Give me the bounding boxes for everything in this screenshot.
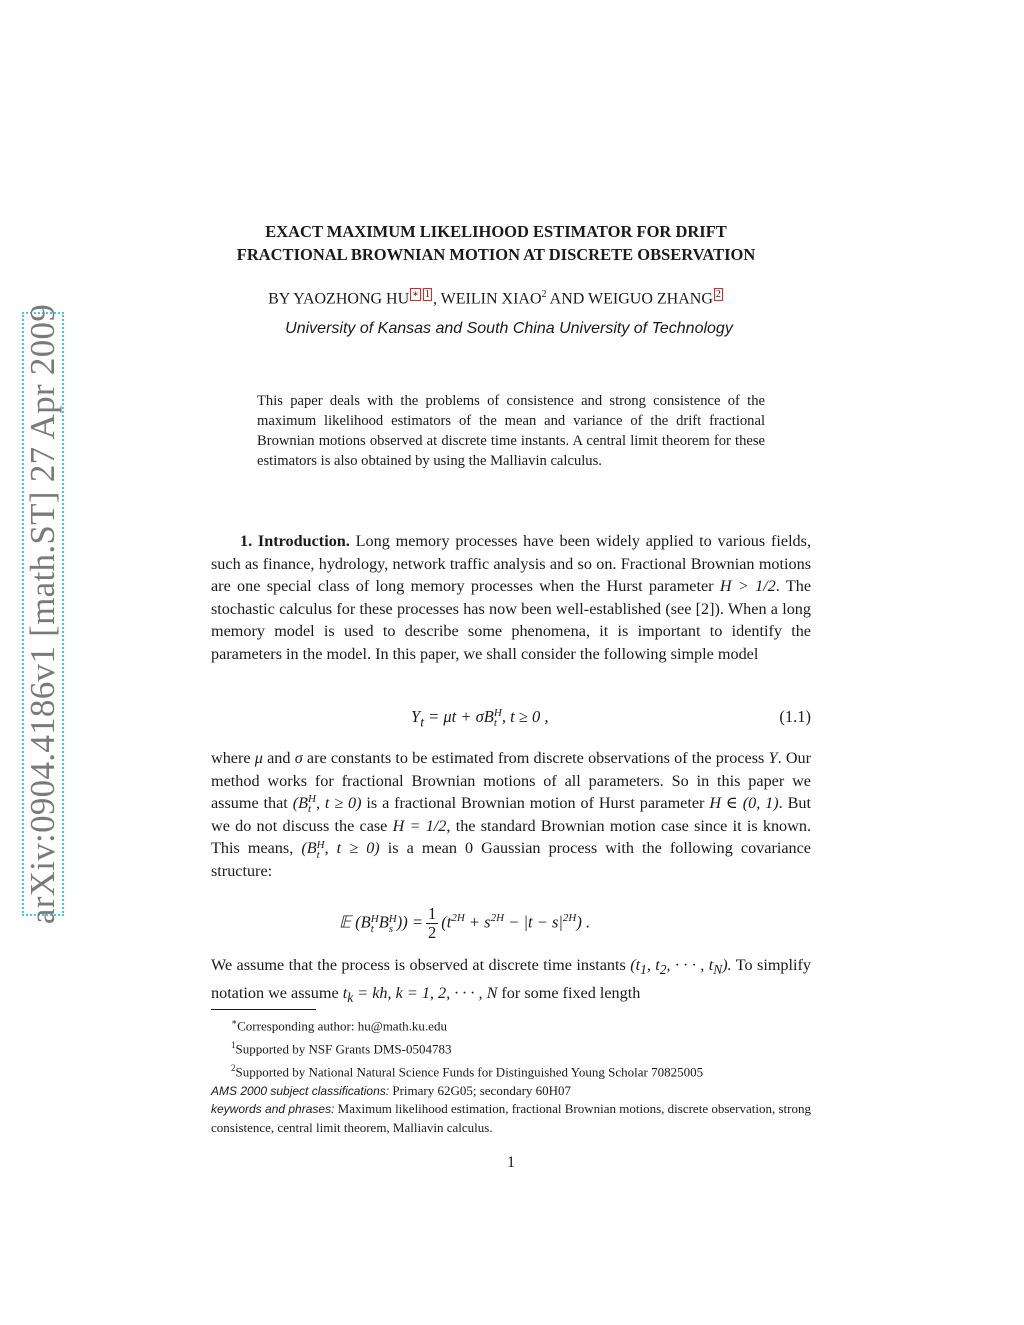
eq2-r1-sup: 2H bbox=[451, 911, 465, 924]
eq2-r2: + s bbox=[464, 912, 491, 932]
p2-c: are constants to be estimated from discrete observations of the process bbox=[302, 749, 769, 767]
abstract: This paper deals with the problems of consistence and strong consistence of the maximum likelihood estimators of the mean and variance of the drift fractional Brownian motions observed at discrete time instants. A central limit theorem for these estimators is also obtained by using the Malliavin calculus. bbox=[257, 393, 765, 469]
p2-a: where bbox=[211, 749, 255, 767]
eq2-r2-sup: 2H bbox=[490, 911, 505, 924]
p2-b: and bbox=[262, 749, 295, 767]
eq2-sup1: H bbox=[370, 912, 379, 925]
authors-tail: AND WEIGUO ZHANG bbox=[546, 290, 713, 308]
p2-bh1 bbox=[292, 793, 362, 816]
footnotes bbox=[211, 1013, 811, 1138]
fn-star-text: Corresponding author: hu@math.ku.edu bbox=[237, 1018, 447, 1034]
eq2-mid: B bbox=[378, 912, 389, 932]
fn-two-mark: 2 bbox=[231, 1062, 236, 1073]
p2-bh1-base: (B bbox=[292, 794, 308, 813]
equation-1-1 bbox=[211, 707, 811, 733]
p2-f: . But we do not discuss the case bbox=[211, 794, 811, 835]
p3-a: We assume that the process is observed at discrete time instants bbox=[211, 956, 631, 974]
paragraph-2-text bbox=[211, 747, 811, 883]
p2-bh1-tail: , t ≥ 0) bbox=[315, 794, 362, 813]
p2-bh2-sup: H bbox=[316, 838, 325, 851]
equation-1-1-body bbox=[411, 707, 548, 730]
equation-number: (1.1) bbox=[779, 707, 811, 726]
eq2-close: )) = bbox=[396, 912, 423, 932]
p2-hhalf: H = 1/2 bbox=[392, 816, 447, 835]
p2-hin: H ∈ (0, 1) bbox=[709, 794, 779, 813]
p3-times-end: ). bbox=[722, 956, 732, 974]
footnote-link-star[interactable]: ∗ bbox=[412, 289, 419, 300]
title-line-2: FRACTIONAL BROWNIAN MOTION AT DISCRETE OBSERVATION bbox=[236, 245, 756, 264]
p3-times-s1: 1 bbox=[640, 962, 647, 978]
eq2-r4: ) . bbox=[576, 912, 591, 932]
fn-star-mark: ∗ bbox=[231, 1017, 238, 1027]
eq2-fraction bbox=[426, 905, 438, 942]
eq2-sub1: t bbox=[370, 922, 374, 935]
eq2-sub2: s bbox=[388, 922, 394, 935]
eq2-frac-den: 2 bbox=[428, 923, 437, 942]
keywords-lead: keywords and phrases: bbox=[211, 1102, 335, 1117]
p2-mu: μ bbox=[254, 749, 263, 767]
fn-one-mark: 1 bbox=[231, 1039, 236, 1050]
p3-times-open: (t bbox=[630, 956, 641, 974]
body-paragraph-3 bbox=[211, 954, 811, 1010]
body-paragraph-2 bbox=[211, 747, 811, 883]
p3-c: for some fixed length bbox=[497, 983, 641, 1002]
intro-paragraph bbox=[211, 530, 811, 666]
p3-tk bbox=[342, 983, 498, 1006]
p2-sigma: σ bbox=[294, 749, 303, 767]
fn-two-text: Supported by National Natural Science Funds for Distinguished Young Scholar 70825005 bbox=[235, 1064, 704, 1080]
p2-bh2-base: (B bbox=[301, 839, 317, 858]
ams-text: Primary 62G05; secondary 60H07 bbox=[389, 1082, 572, 1098]
p3-b: To simplify notation we assume bbox=[211, 956, 811, 1002]
footnote-star bbox=[211, 1013, 811, 1036]
introduction-section bbox=[211, 530, 811, 666]
eq1-lhs: Y bbox=[411, 707, 421, 726]
p2-bh2-sub: t bbox=[316, 848, 320, 861]
page-number: 1 bbox=[507, 1154, 515, 1171]
ams-classification bbox=[211, 1082, 811, 1101]
eq1-rhs: = μt + σB bbox=[424, 707, 494, 726]
eq1-lhs-sub: t bbox=[420, 714, 425, 730]
p3-tk-base: t bbox=[342, 983, 348, 1002]
keywords bbox=[211, 1100, 811, 1137]
eq1-rhs-sup: H bbox=[493, 707, 502, 720]
p3-times-s2: 2 bbox=[659, 962, 667, 978]
p3-tk-tail: = kh, k = 1, 2, · · · , N bbox=[353, 983, 498, 1002]
author-line bbox=[150, 288, 842, 308]
eq2-frac-num: 1 bbox=[428, 904, 437, 923]
authors-prefix: BY YAOZHONG HU bbox=[268, 290, 410, 308]
eq2-r3-sup: 2H bbox=[562, 911, 577, 924]
p3-times-mid: , t bbox=[646, 956, 660, 974]
eq2-r3: − |t − s| bbox=[504, 912, 563, 932]
p2-g: , the standard Brownian motion case since it is known. This means, bbox=[211, 816, 811, 858]
authors-mid: , WEILIN XIAO bbox=[432, 290, 542, 308]
footnote-link-one[interactable]: 1 bbox=[424, 289, 430, 300]
p2-d: . Our method works for fractional Brownian motions of all parameters. So in this paper we assume that bbox=[211, 749, 811, 813]
p2-h: is a mean 0 Gaussian process with the following covariance structure: bbox=[211, 839, 811, 880]
eq2-sup2: H bbox=[388, 912, 397, 925]
p2-bh1-sup: H bbox=[307, 793, 316, 806]
paragraph-3-text bbox=[211, 954, 811, 1010]
affiliation: University of Kansas and South China University of Technology bbox=[285, 320, 733, 337]
p3-times-tail: , · · · , t bbox=[666, 956, 714, 974]
eq2-lhs: 𝔼 (B bbox=[339, 912, 371, 932]
footnote-two bbox=[211, 1059, 811, 1082]
intro-text-c: . The stochastic calculus for these processes has now been well-established (see [2]). When a long memory model is used to describe some phenomena, it is important to identify the parameters in the model. In this paper, we shall consider the following simple model bbox=[211, 577, 811, 663]
covariance-equation-body bbox=[339, 905, 590, 942]
intro-math-hurst: H > 1/2 bbox=[719, 577, 776, 596]
footnote-one bbox=[211, 1036, 811, 1059]
authors-sup-2: 2 bbox=[541, 289, 547, 300]
fn-one-text: Supported by NSF Grants DMS-0504783 bbox=[235, 1041, 452, 1057]
footnote-link-two[interactable]: 2 bbox=[715, 289, 721, 300]
section-heading: 1. Introduction. bbox=[240, 532, 350, 550]
footnote-divider bbox=[211, 1009, 316, 1010]
p3-times-sN: N bbox=[713, 962, 723, 978]
p3-times bbox=[630, 956, 732, 978]
p2-e: is a fractional Brownian motion of Hurst parameter bbox=[361, 794, 710, 813]
p2-bh2-tail: , t ≥ 0) bbox=[324, 839, 380, 858]
p3-tk-sub: k bbox=[347, 990, 354, 1006]
eq2-r1: (t bbox=[441, 912, 452, 932]
keywords-text: Maximum likelihood estimation, fractional Brownian motions, discrete observation, strong consistence, central limit theorem, Malliavin calculus. bbox=[211, 1101, 811, 1135]
ams-lead: AMS 2000 subject classifications: bbox=[211, 1083, 390, 1098]
paper-title bbox=[150, 220, 842, 266]
intro-text-a: Long memory processes have been widely applied to various fields, such as finance, hydrology, network traffic analysis and so on. Fractional Brownian motions are one special class of long memory processes when the Hurst parameter bbox=[211, 532, 812, 596]
p2-bh1-sub: t bbox=[307, 803, 312, 816]
arxiv-identifier: arXiv:0904.4186v1 [math.ST] 27 Apr 2009 bbox=[23, 303, 62, 925]
p2-Y: Y bbox=[768, 749, 778, 767]
covariance-equation bbox=[211, 899, 811, 947]
eq1-rhs-sub: t bbox=[493, 717, 497, 730]
p2-bh2 bbox=[301, 838, 380, 861]
eq1-condition: , t ≥ 0 , bbox=[501, 707, 549, 726]
title-line-1: EXACT MAXIMUM LIKELIHOOD ESTIMATOR FOR DRIFT bbox=[265, 222, 727, 241]
